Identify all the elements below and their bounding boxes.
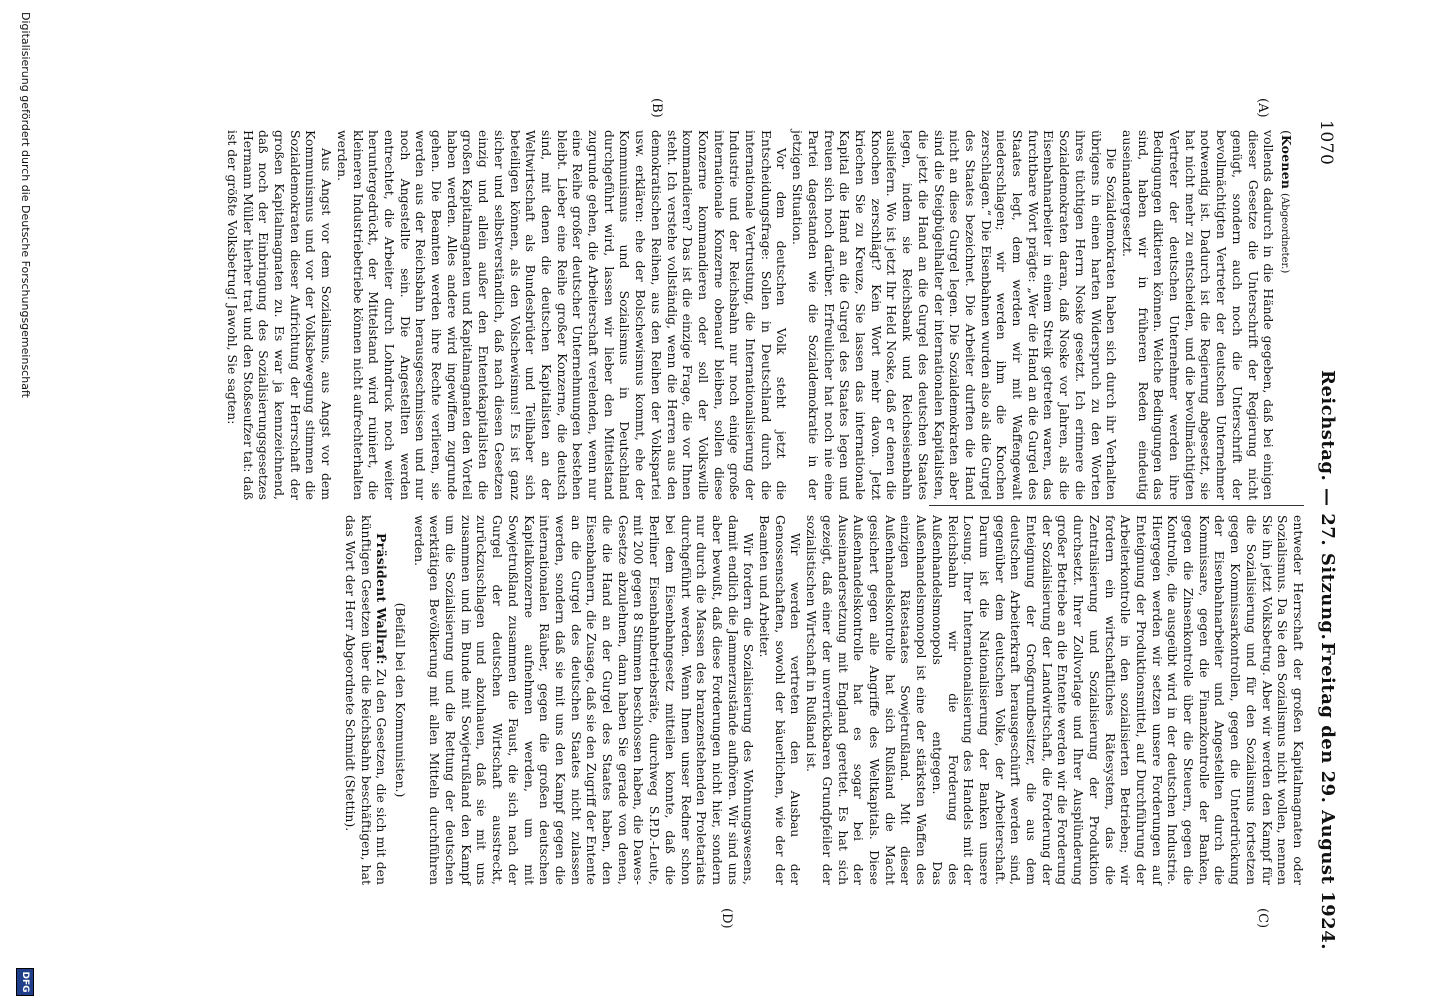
right-paragraph-2: Wir werden vertreten den Ausbau der Genossenschaften, sowohl der bäuerlichen, wie der der Beamten und Arbeiter. [757, 515, 804, 885]
left-paragraph-4: Aus Angst vor dem Sozialismus, aus Angst vor dem Kommunismus und vor der Volksbewegung stimmen die Sozialdemokraten dieser Aufrichtung der Herrschaft der großen Kapitalmagnaten zu. Es war ja kennzeichnend, daß noch der Einbringung des Sozialisierungsgesetzes Hermann Müller hierher trat und den Stoßseufzer tat: daß ist der größte Volksbetrug! Jawohl, Sie sagten: [224, 130, 335, 500]
footer-credit: Digitalisierung gefördert durch die Deutsche Forschungsgemeinschaft [19, 12, 32, 398]
speaker-line: (Koenen (Abgeordneter.) [1279, 130, 1294, 274]
right-paragraph-1: entweder Herrschaft der großen Kapitalmagnaten oder Sozialismus. Da Sie den Sozialismus nicht wollen, nennen Sie ihn jetzt Volksbetrug. Aber wir werden den Kampf für die Sozialisierung und für den Sozialismus fortsetzen gegen Kommissarkontrollen, gegen die Unterdrückung der Eisenbahnarbeiter und Angestellten durch die Kommissare, gegen die Finanzkontrolle der Banken, gegen die Zinsenkontrolle über die Steuern, gegen die Kontrolle, die ausgeübt wird in der deutschen Industrie. Hiergegen werden wir setzen unsere Forderungen auf Enteignung der Produktionsmittel, auf Durchführung der Arbeiterkontrolle in den sozialisierten Betrieben; wir fordern ein wirtschaftliches Rätesystem, das die Zentralisierung und Sozialisierung der Produktion durchsetzt. Ihrer Zollvorlage und Ihrer Ausplünderung großer Betriebe an die Entente werden wir die Forderung der Sozialisierung der Landwirtschaft, die Forderung der Enteignung der Großgrundbesitzer, die aus dem deutschen Arbeiterkraft herausgeschürft werden sind, gegenüber dem deutschen Volke, der Arbeiterschaft. Darum ist die Nationalisierung der Banken unsere Losung. Ihrer Internationalisierung des Handels mit der Reichsbahn wir die Forderung des Außenhandelsmonopols entgegen. Das Außenhandelsmonopol ist eine der stärksten Waffen des einzigen Rätestaates Sowjetrußland. Mit dieser Außenhandelskontrolle hat sich Rußland die Macht gesichert gegen alle Angriffe des Weltkapitals. Diese Außenhandelskontrolle hat es sogar bei der Auseinandersetzung mit England gerettet. Es hat sich gezeigt, daß einer der unverrückbaren Grundpfeiler der sozialistischen Wirtschaft in Rußland ist. [804, 515, 1306, 885]
left-paragraph-3: Vor dem deutschen Volk steht jetzt die Entscheidungsfrage: Sollen in Deutschland durch die internationale Vertrustung, die Internationalisierung der Industrie und der Reichsbahn nur noch einige große internationale Konzerne obenauf bleiben, sollen diese Konzerne kommandieren oder soll der Volkswille kommandieren? Das ist die einzige Frage, die vor Ihnen steht. Ich verstehe vollständig, wenn die Herren aus den demokratischen Reihen, aus den Reihen der Volkspartei usw. erklären: ehe der Bolschewismus kommt, ehe der Kommunismus und Sozialismus in Deutschland durchgeführt wird, lassen wir lieber den Mittelstand zugrunde gehen, die Arbeiterschaft verelenden, wenn nur eine Reihe großer deutscher Unternehmungen bestehen bleibt. Lieber eine Reihe großer Konzerne, die deutsch sind, mit denen die deutschen Kapitalisten an der Weltwirtschaft als Bundesbrüder und Teilhaber sich beteiligen können, als den Volschewismus! Es ist ganz sicher und selbstverständlich, daß nach diesen Gesetzen einzig und allein außer den Ententekapitalisten die großen Kapitalmagnaten und Kapitalmagnaten den Vorteil haben werden. Alles andere wird ingewiffem zugrunde gehen. Die Beamten werden ihre Rechte verlieren, sie werden aus der Reichsbahn herausgeschmissen und nur noch Angestellte sein. Die Angestellten werden entrechtet, die Arbeiter durch Lohndruck noch weiter heruntergedrückt, der Mittelstand wird ruiniert, die kleineren Industriebetriebe können nicht aufrechterhalten werden. [334, 130, 790, 500]
margin-marker-b: (B) [649, 98, 664, 118]
page-header [1306, 120, 1340, 950]
president-speaker: Präsident Wallraf: [374, 533, 390, 665]
publication-title: Reichstag. — 27. Sitzung. [1317, 370, 1338, 641]
margin-marker-a: (A) [1255, 98, 1270, 118]
left-paragraph-1: vollends dadurch in die Hände gegeben, daß bei einigen dieser Gesetze die Unterschrift der Regierung nicht genügt, sondern auch noch die Unterschrift der bevollmächtigten Vertreter der deutschen Unternehmer notwendig ist. Dadurch ist die Regierung abgesetzt, sie hat nicht mehr zu entscheiden, und die bevollmächtigten Vertreter der deutschen Unternehmer werden ihre Bedingungen diktieren können. Welche Bedingungen das sind, haben wir in früheren Reden eindeutig auseinandergesetzt. [1119, 130, 1277, 500]
right-paragraph-3: Wir fordern die Sozialisierung des Wohnungswesens, damit endlich die Jammerzustände aufhören. Wir sind uns aber bewußt, daß diese Forderungen nicht hier, sondern nur durch die Massen des branzenstehenden Proletariats durchgeführt werden. Wenn Ihnen unser Redner schon bei dem Eisenbahngesetz mitteilen konnte, daß die Berliner Eisenbahnbetriebsräte, durchweg S.P.D.-Leute, mit 200 gegen 8 Stimmen beschlossen haben, die Dawes-Gesetze abzulehnen, dann haben Sie gerade von denen, die die Hand an der Gurgel des Staates haben, den Eisenbahnern, die Zusage, daß sie den Zugriff der Entente an die Gurgel des deutschen Staates nicht zulassen werden, sondern daß sie mit uns den Kampf gegen die internationalen Räuber, gegen die großen deutschen Kapitalkonzerne aufnehmen werden, um mit Sowjetrußland zusammen die Faust, die sich nach der Gurgel der deutschen Wirtschaft ausstreckt, zurückzuschlagen und abzuhauen, daß sie mit uns zusammen und im Bunde mit Sowjetrußland den Kampf um die Sozialisierung und die Rettung der deutschen werktätigen Bevölkerung mit allen Mitteln durchführen werden. [411, 515, 757, 885]
right-column [342, 515, 1306, 885]
dfg-logo: DFG [16, 968, 34, 996]
applause-note: (Beifall bei den Kommunisten.) [392, 602, 408, 798]
speaker-note: (Abgeordneter.) [1279, 193, 1290, 274]
left-paragraph-2: Die Sozialdemokraten haben sich durch ihr Verhalten übrigens in einen harten Widerspruch zu den Worten ihres tüchtigen Herrn Noske gesetzt. Ich erinnere die Sozialdemokraten daran, daß Noske vor Jahren, als die Eisenbahnarbeiter in einem Streik getreten waren, das furchtbare Wort prägte: „Wer die Hand an die Gurgel des Staates legt, dem werden wir mit Waffengewalt niederschlagen; wir werden ihm die Knochen zerschlagen.“ Die Eisenbahnen wurden also als die Gurgel des Staates bezeichnet. Die Arbeiter durften die Hand nicht an diese Gurgel legen. Die Sozialdemokraten aber sind die Steigbügelhalter der internationalen Kapitalisten, die jetzt die Hand an die Gurgel des deutschen Staates legen, indem sie Reichsbank und Reichseisenbahn ausliefern. Wo ist jetzt Ihr Held Noske, daß er denen die Knochen zerschlägt? Kein Wort mehr davon. Jetzt kriechen Sie zu Kreuze, Sie lassen das internationale Kapital die Hand an die Gurgel des Staates legen und freuen sich noch darüber. Erfreulicher hat noch nie eine Partei dagestanden wie die Sozialdemokratie in der jetzigen Situation. [790, 130, 1120, 500]
page-number: 1070 [1316, 120, 1336, 166]
president-text: Zu den Gesetzen, die sich mit den künftigen Gesetzen über die Reichsbahn beschäftigen, hat das Wort der Herr Abgeordnete Schmidt (Stettin). [342, 515, 390, 885]
margin-marker-d: (D) [719, 908, 734, 929]
margin-marker-c: (C) [1255, 908, 1270, 929]
column-divider [929, 505, 1304, 506]
speaker-name: Koenen [1279, 134, 1294, 190]
left-column [224, 130, 1294, 500]
page-footer [14, 0, 34, 1000]
president-paragraph [342, 515, 389, 885]
session-date: Freitag den 29. August 1924. [1317, 642, 1338, 950]
